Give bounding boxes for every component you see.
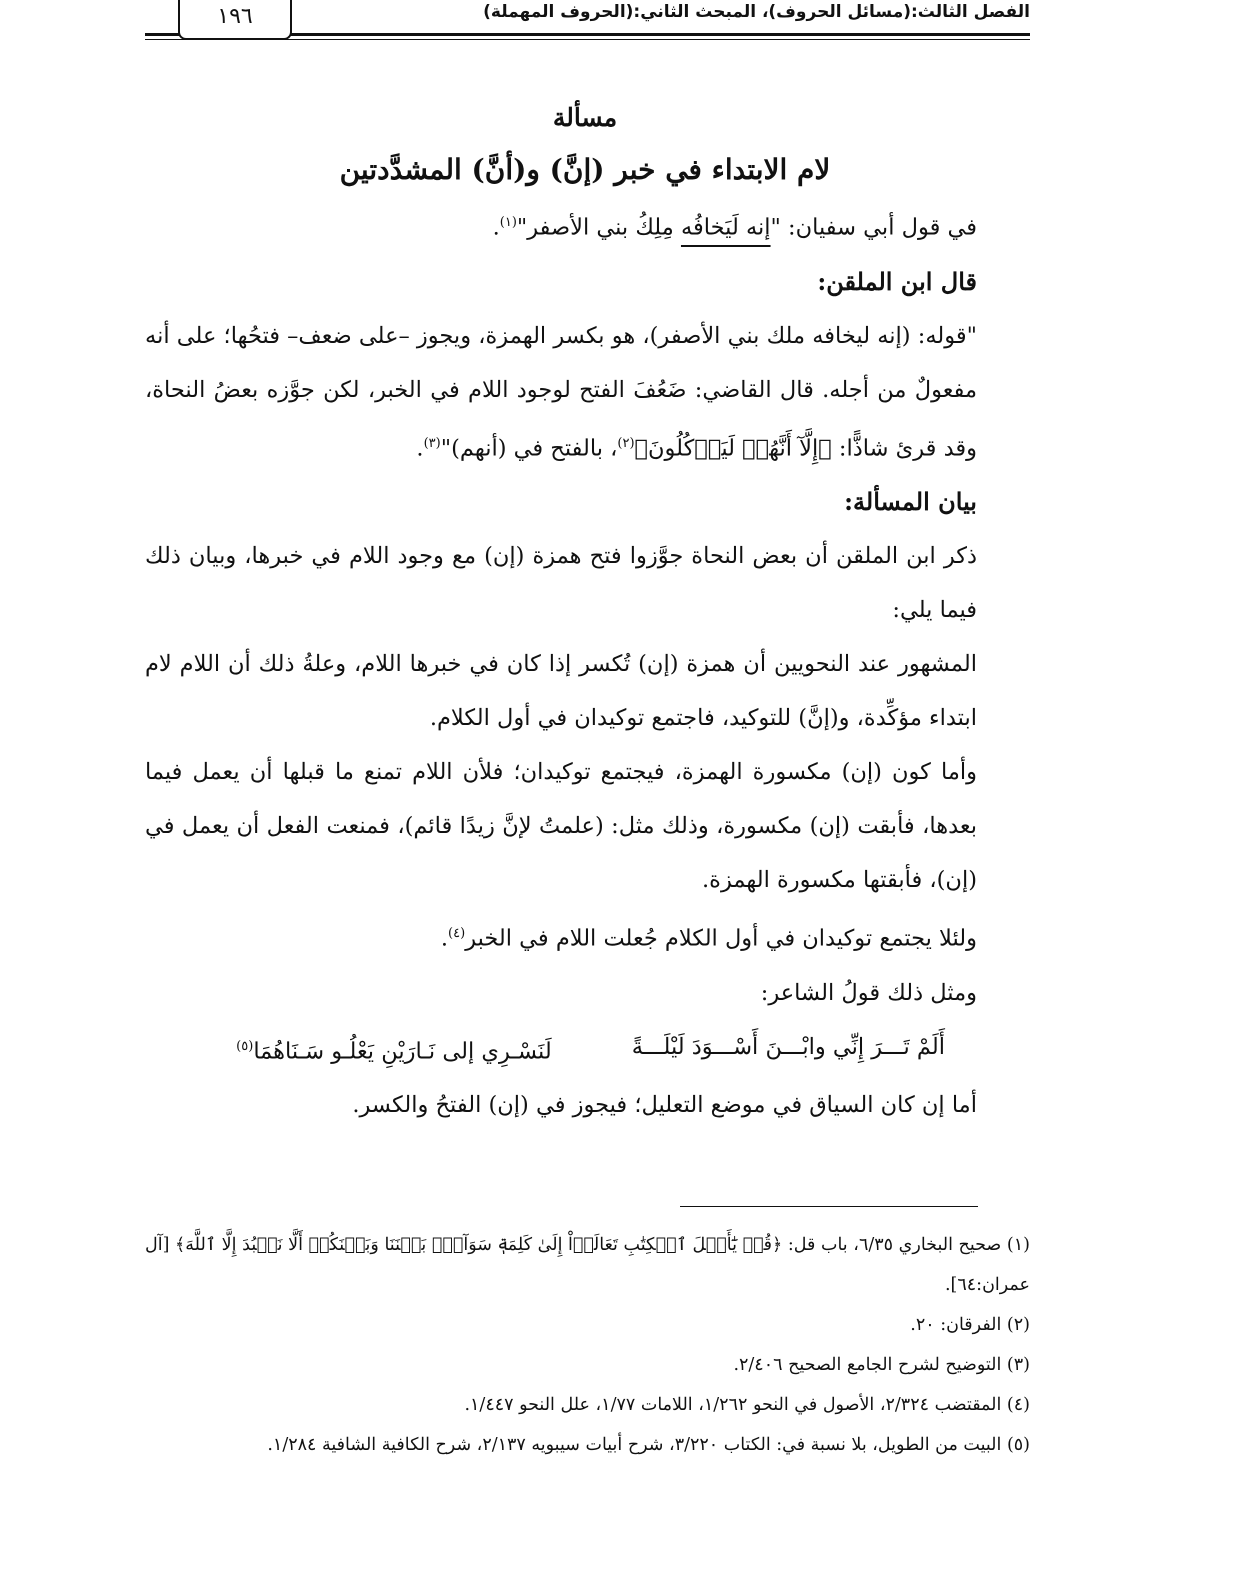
paragraph-5 bbox=[145, 907, 1025, 966]
page-title: لام الابتداء في خبر (إنَّ) و(أنَّ) المشدَّدتين bbox=[339, 153, 831, 186]
intro-text-after: مِلِكُ بني الأصفر" bbox=[516, 214, 681, 241]
paragraph-7: أما إن كان السياق في موضع التعليل؛ فيجوز في (إن) الفتحُ والكسر. bbox=[352, 1092, 977, 1118]
verse-second-hemistich-wrap bbox=[236, 1020, 552, 1079]
poetry-verse bbox=[145, 1020, 1025, 1079]
footnote-separator bbox=[680, 1206, 978, 1207]
quote-text-mid: ، بالفتح في (أنهم)" bbox=[440, 435, 618, 461]
paragraph-3: المشهور عند النحويين أن همزة (إن) تُكسر إذا كان في خبرها اللام، وعلةُ ذلك أن اللام لام ابتداء مؤكِّدة، و(إنَّ) للتوكيد، فاجتمع توكيدان في أول الكلام. bbox=[145, 651, 977, 731]
subheading-ibn-al-mulaqqin: قال ابن الملقن: bbox=[817, 266, 977, 296]
footnote-5: (٥) البيت من الطويل، بلا نسبة في: الكتاب ٣/٢٢٠، شرح أبيات سيبويه ٢/١٣٧، شرح الكافية الشافية ١/٢٨٤. bbox=[267, 1435, 1030, 1455]
footnote-2: (٢) الفرقان: ٢٠. bbox=[910, 1315, 1030, 1335]
paragraph-2: ذكر ابن الملقن أن بعض النحاة جوَّزوا فتح همزة (إن) مع وجود اللام في خبرها، وبيان ذلك فيما يلي: bbox=[145, 543, 977, 623]
quote-text: "قوله: (إنه ليخافه ملك بني الأصفر)، هو بكسر الهمزة، ويجوز –على ضعف– فتحُها؛ على أنه مفعولٌ من أجله. قال القاضي: ضَعُفَ الفتح لوجود اللام في الخبر، لكن جوَّزه بعضُ النحاة، وقد قرئ شاذًّا: ﴿إِلَّآ أَنَّهُمۡ لَيَأۡكُلُونَ﴾ bbox=[145, 322, 977, 461]
quote-paragraph bbox=[145, 309, 1025, 476]
footnote-ref-4: (٤) bbox=[448, 926, 466, 941]
intro-paragraph bbox=[145, 196, 1025, 255]
footnote-ref-1: (١) bbox=[499, 215, 517, 230]
verse-second-hemistich: لَنَسْـرِي إلى نَـارَيْنِ يَعْلُـو سَـنَاهُمَا bbox=[253, 1038, 552, 1064]
footnote-1: (١) صحيح البخاري ٦/٣٥، باب قل: ﴿قُلۡ يَٰٓأَهۡلَ ٱلۡكِتَٰبِ تَعَالَوۡاْ إِلَىٰ كَلِمَةٖ سَوَآءِۭ بَيۡنَنَا وَبَيۡنَكُمۡ أَلَّا نَعۡبُدَ إِلَّا ٱللَّهَ﴾ [آل عمران:٦٤]. bbox=[145, 1235, 1030, 1295]
footnotes bbox=[145, 1225, 1030, 1465]
paragraph-5-end: . bbox=[440, 925, 449, 952]
footnote-4: (٤) المقتضب ٢/٣٢٤، الأصول في النحو ١/٢٦٢، اللامات ١/٧٧، علل النحو ١/٤٤٧. bbox=[464, 1395, 1030, 1415]
footnote-3: (٣) التوضيح لشرح الجامع الصحيح ٢/٤٠٦. bbox=[733, 1355, 1030, 1375]
intro-text-end: . bbox=[492, 214, 500, 241]
intro-text-start: في قول أبي سفيان: " bbox=[770, 214, 977, 241]
footnote-ref-5: (٥) bbox=[236, 1038, 254, 1054]
main-content bbox=[145, 100, 1025, 1132]
verse-first-hemistich: أَلَمْ تَـــرَ إِنِّي وابْـــنَ أَسْـــوَدَ لَيْلَـــةً bbox=[631, 1033, 945, 1060]
section-label: مسألة bbox=[552, 103, 618, 132]
subheading-explanation: بيان المسألة: bbox=[844, 487, 977, 516]
paragraph-6: ومثل ذلك قولُ الشاعر: bbox=[760, 979, 977, 1006]
quote-text-end: . bbox=[416, 435, 424, 461]
running-header-title: الفصل الثالث:(مسائل الحروف)، المبحث الثاني:(الحروف المهملة) bbox=[483, 2, 1030, 22]
intro-underlined-text: إنه لَيَخافُه bbox=[680, 214, 771, 241]
footnote-ref-3: (٣) bbox=[423, 435, 441, 451]
paragraph-4: وأما كون (إن) مكسورة الهمزة، فيجتمع توكيدان؛ فلأن اللام تمنع ما قبلها أن يعمل فيما بعدها، فأبقت (إن) مكسورة، وذلك مثل: (علمتُ لإنَّ زيدًا قائم)، فمنعت الفعل أن يعمل في (إن)، فأبقتها مكسورة الهمزة. bbox=[145, 759, 977, 893]
footnote-ref-2: (٢) bbox=[617, 435, 635, 451]
paragraph-5-text: ولئلا يجتمع توكيدان في أول الكلام جُعلت اللام في الخبر bbox=[465, 925, 977, 952]
page-number: ١٩٦ bbox=[178, 0, 292, 40]
